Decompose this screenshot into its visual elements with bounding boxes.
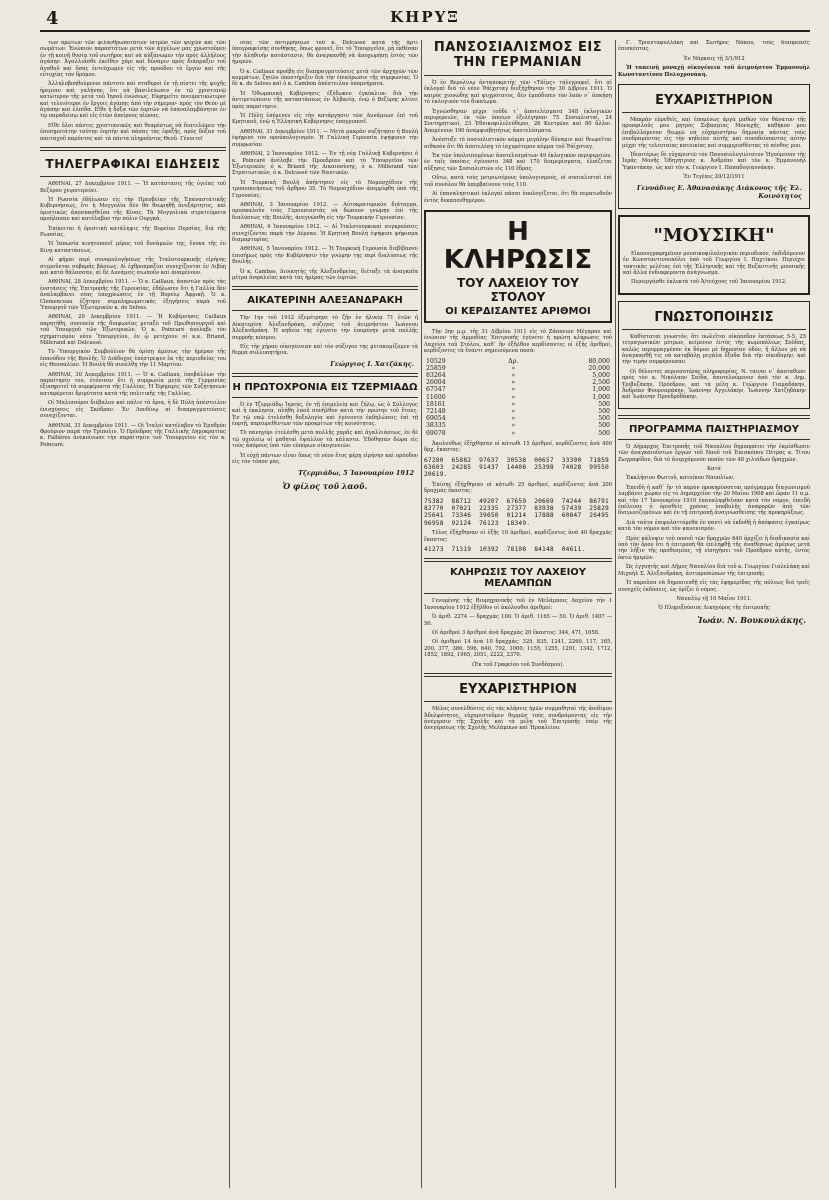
signature: Ἰωάν. Ν. Βουκουλάκης. xyxy=(697,614,806,625)
prize-amount: 80,000 xyxy=(588,357,610,365)
notice-box xyxy=(618,301,810,409)
section-rule xyxy=(424,701,612,702)
prize-currency: Δρ. xyxy=(508,357,519,365)
prize-currency: » xyxy=(511,422,516,430)
paragraph: Τέλος ἐξήχθησαν οἱ ἑξῆς 10 ἀριθμοί, κερδίζοντες ἀνὰ 40 δραχμὰς ἕκαστος: xyxy=(424,530,612,543)
prize-number: 83264 xyxy=(426,371,446,379)
prize-table xyxy=(424,358,612,437)
paragraph: ΑΘΗΝΑΙ, 31 Δεκεμβρίου 1911. — Οἱ Ἰταλοὶ κατέλαβον τὸ Ἐρυθρὸν Φρούριον παρὰ τὴν Τρίπολιν. Ὁ Πρόεδρος τῆς Γαλλικῆς Δημοκρατίας κ. Fallières ἀνεκοίνωσε τὴν παραίτησιν τοῦ Ὑπουργείου εἰς τὸν κ. Poincaré. xyxy=(40,422,226,448)
paragraph: Ὁ κ. Cambas, Διοικητὴς τῆς Ἀλεξανδρείας, διέταξε τὰ ἀναγκαῖα μέτρα ἀσφαλείας κατὰ τὰς ἡμέρας τῶν ἑορτῶν. xyxy=(232,268,418,281)
prize-amount: 5,000 xyxy=(592,371,610,379)
paragraph: Κατὰ xyxy=(707,466,721,472)
lottery-box xyxy=(424,210,612,323)
prize-amount: 500 xyxy=(598,415,610,423)
section-rule xyxy=(232,373,418,377)
paragraph: Ὁ Δήμαρχος Ἐπιτροπῆς τοῦ Ναυπλίου δημοπράτει τὴν ἐκμίσθωσιν τῶν ἀναγκαιοῦντων ἔργων τοῦ Ναοῦ τοῦ Ἐπισκόπου Πέτρας κ. Τίτου Ζωγραφίδου, διὰ τὸ ἀνερχόμενον ποσὸν τῶν 48 χιλιάδων δραχμῶν. xyxy=(618,443,810,463)
paragraph: ΑΘΗΝΑΙ, 29 Δεκεμβρίου 1911. — Ἡ Κυβέρνησις Caillaux παρητήθη, συνεπείᾳ τῆς διαφωνίας μεταξὺ τοῦ Πρωθυπουργοῦ καὶ τοῦ Ὑπουργοῦ τῶν Ἐξωτερικῶν. Ὁ κ. Poincaré ἀνέλαβε τὸν σχηματισμὸν νέου Ὑπουργείου, ἐν ᾧ μετέχουν οἱ κ.κ. Briand, Millerand καὶ Delcassé. xyxy=(40,314,226,347)
paragraph: Ἡ ταπεινὴ μοναχὴ οἰκογένεια τοῦ ἀειμνήστου Ἐμμανουὴλ Κωνσταντίνου Πολυχρονάκη. xyxy=(618,65,810,78)
section-rule xyxy=(232,286,418,290)
advert-heading: "ΜΟΥΣΙΚΗ" xyxy=(653,224,775,246)
paragraph: Περιεργάσθε ἐκλεκτὰ τοῦ Ἀ/τεύχους τοῦ Ἰανουαρίου 1912. xyxy=(631,279,787,286)
prize-row xyxy=(424,415,612,422)
section-rule xyxy=(618,415,810,419)
prize-row xyxy=(424,408,612,415)
prize-currency: » xyxy=(511,364,516,372)
article-heading: ΚΛΗΡΩΣΙΣ ΤΟΥ ΛΑΧΕΙΟΥ ΜΕΛΑΜΠΩΝ xyxy=(449,567,587,590)
section-rule xyxy=(40,176,226,177)
prize-amount: 500 xyxy=(598,422,610,430)
section-rule xyxy=(622,329,806,330)
column-divider xyxy=(421,40,422,1188)
paragraph: Ἡ Ὀθωμανικὴ Κυβέρνησις ἐξέδωκεν ἐγκύκλιον διὰ τὴν ἀντιμετώπισιν τῆς καταστάσεως ἐν Ἀλβανίᾳ, ἐνῷ ὁ Βεζύρης κλίνει πρὸς παραίτησιν. xyxy=(232,90,418,110)
paragraph: Μακρὰν εὑρεθεῖς, καὶ ἐπομένως ἀργὰ μαθὼν τὸν θάνατον τῆς προσφιλοῦς μου μητρὸς Σεβασμίας Μοναχῆς, καθήκον μου ἐπιβαλλόμενον θεωρῶ νὰ εὐχαριστήσω δημοσίᾳ πάντας τοὺς συνδραμόντας εἰς τὴν κηδείαν αὐτῆς καὶ συνοδεύσαντας αὐτὴν μέχρι τῆς τελευταίας κατοικίας καὶ συμμερισθέντας τὸ πένθος μου. xyxy=(622,117,806,149)
column-1 xyxy=(40,40,226,1188)
paragraph: Ἡ Ἰαπωνία κινητοποιεῖ μέρος τοῦ δυνάμεών της, ἕνεκα τῆς ἐν Κίνᾳ καταστάσεως. xyxy=(40,241,226,254)
paragraph: Ἐπίκειται ἡ ὁριστικὴ κατάληψις τῆς Βορείου Περσίας, διὰ τῆς Ρωσσίας. xyxy=(40,225,226,238)
lottery-subheading: ΤΟΥ ΛΑΧΕΙΟΥ ΤΟΥ ΣΤΟΛΟΥ xyxy=(457,275,579,304)
signature: Γεννάδιος Ε. Ἀθανασάκης Διάκονος τῆς Ἐλ. Κοινότητος xyxy=(636,183,802,200)
section-rule xyxy=(424,558,612,562)
paragraph: Οἱ Μαλισσόροι διέβαλον καὶ πάλιν τὰ ὅρια, ἡ δὲ Πύλη ἀπέστειλεν ἐνισχύσεις εἰς Σκόδραν. Ἐν Λονδίνῳ αἱ διαπραγματεύσεις συνεχίζονται. xyxy=(40,400,226,420)
prize-number: 38335 xyxy=(426,422,446,430)
prize-amount: 500 xyxy=(598,400,610,408)
paragraph: ΑΘΗΝΑΙ, 31 Δεκεμβρίου 1911. — Μετὰ μακρὰν συζήτησιν ἡ Βουλὴ ἐψήφισε τὸν προϋπολογισμόν. Ἡ Γαλλικὴ Γερουσία ἐψήφισεν τὴν συμφωνίαν. xyxy=(232,128,418,148)
article-heading: ΕΥΧΑΡΙΣΤΗΡΙΟΝ xyxy=(459,682,577,698)
prize-row xyxy=(424,422,612,429)
column-divider xyxy=(615,40,616,1188)
prize-number: 69078 xyxy=(426,429,446,437)
paragraph: Εἴθε ὅλοι πάντες χριστιανικῶς καὶ θεαρέστως νὰ διατελῶμεν τὴν ἐπισημοτάτην ταύτην ἑορτὴν καὶ πάσας τὰς ἐφεξῆς, πρὸς δόξαν τοῦ πανταχοῦ παρόντος καὶ τὰ πάντα πληροῦντος Θεοῦ. Γένοιτο! xyxy=(40,122,226,142)
prize-row xyxy=(424,358,612,365)
prize-number: 72148 xyxy=(426,407,446,415)
paragraph: Ἐπειδὴ ἡ καθ᾽ ἣν τὸ παρὸν προκηρύσσεται πρόγραμμα διαγωνισμοῦ λαμβάνει χώραν εἰς τὸ Δημαρχεῖον τὴν 20 Μαΐου 1908 καὶ ὥραν 11 π.μ. καὶ τὴν 17 Ἰανουαρίου 1910 ἐπαναληφθεῖσαν κατὰ τὸν νόμον, ἐπειδὴ ἐπέλευσε ὁ ὁρισθεὶς χρόνος ὑποβολῆς ἀναφορῶν ἀπὸ τῶν διαγωνιζομένων καὶ ἐν τῇ ἐπιτροπῇ ἀναγνωσθείσης τῆς προκηρύξεως. xyxy=(618,484,810,517)
prize-row xyxy=(424,372,612,379)
paragraph: Καθίσταται γνωστόν, ὅτι πωλεῖται οἰκόπεδον ἐκτάσεως 5-5, 25 τετραγωνικῶν μέτρων, κείμενον ἐντὸς τῆς κωμοπόλεως Σοῦδας, καλῶς περιφραγμένον ἐκ δόμου μὲ δημοσίαν ὁδόν, ἢ ἄλλου μὴ νὰ ἀναγκασθῇ τὶς νὰ καταβάλῃ μεγάλα ἔξοδα διὰ τὴν οἰκοδομήν, καὶ τὴν τιμὴν συμφέρουσαν. xyxy=(622,333,806,366)
paragraph: Γενομένης τῆς Βιομηχανικῆς τοῦ ἐν Μελάμποις Λαχείου τὴν 1 Ἰανουαρίου 1912 ἐξῆλθον οἱ ἀκόλουθοι ἀριθμοί: xyxy=(424,598,612,611)
paragraph: Ἡ παροῦσα νὰ δημοσιευθῇ εἰς τὰς ἐφημερίδας τῆς πόλεως διὰ τρεῖς συνεχεῖς ἐκδόσεις, ὡς ὁρίζει ὁ νόμος. xyxy=(618,580,810,593)
prize-currency: » xyxy=(511,386,516,394)
column-2 xyxy=(232,40,418,1188)
article-heading: ΠΡΟΓΡΑΜΜΑ ΠΑΙΣΤΗΡΙΑΣΜΟΥ xyxy=(629,423,799,435)
paragraph: Ἰδιαιτέρως δὲ εὐχαριστῶ τὸν Πανοσιολογιώτατον Ἡγούμενον τῆς Ἱερᾶς Μονῆς Ὁδηγήτριας κ. Ἀνδρέαν καὶ τὸν κ. Ἐμμανουὴλ Ὑφαντάκην, ὡς καὶ τὸν κ. Γεώργιον Ι. Παπαδογιαννάκην. xyxy=(622,152,806,171)
paragraph: Τὴν 1ην τοῦ 1912 ἐξεμέτρησε τὸ ζῆν ἐν ἡλικίᾳ 71 ἐτῶν ἡ Αἰκατερίνη Ἀλεξανδράκη, σύζυγος τοῦ ἀειμνήστου Ἰωάννου Ἀλεξανδράκη. Ἡ κηδεία της ἐγένετο τὴν ἐπομένην μετὰ πολλῆς συρροῆς κόσμου. xyxy=(232,315,418,341)
paragraph: ΑΘΗΝΑΙ, 30 Δεκεμβρίου 1911. — Ὁ κ. Caillaux, ὑποβάλλων τὴν παραίτησίν του, ἐτόνισεν ὅτι ἡ συμφωνία μετὰ τῆς Γερμανίας ἐξυπηρετεῖ τὰ συμφέροντα τῆς Γαλλίας. Ἡ Ἐφημερὶς τῶν Συζητήσεων καταφέρεται δριμύτατα κατὰ τῆς πολιτικῆς τῆς Γαλλίας. xyxy=(40,371,226,397)
section-rule xyxy=(622,112,806,113)
prize-row xyxy=(424,430,612,437)
prize-row xyxy=(424,401,612,408)
lottery-subheading: ΟΙ ΚΕΡΔΙΣΑΝΤΕΣ ΑΡΙΘΜΟΙ xyxy=(445,305,591,317)
prize-row xyxy=(424,386,612,393)
paragraph: Ὁ ἐν Βερολίνῳ ἀνταποκριτὴς τῶν «Τάϊμς» τηλεγραφεῖ, ὅτι αἱ ἐκλογαὶ διὰ τὸ νέον Ῥάϊχσταγ διεξήχθησαν τὴν 30 Δ/βρίου 1911. Ὁ καιρὸς χιονώδης καὶ ψυχρότατος, δὲν ἐμπόδισεν τὸν λαὸν ν᾽ ἀσκήσῃ τὸ ἐκλογικόν του δικαίωμα. xyxy=(424,80,612,106)
article-heading: ΠΑΝΣΟΣΙΑΛΙΣΜΟΣ ΕΙΣ ΤΗΝ ΓΕΡΜΑΝΙΑΝ xyxy=(433,40,603,70)
paragraph: (Ἐκ τοῦ Γραφείου τοῦ Συνδέσμου). xyxy=(471,661,564,668)
paragraph: Ἡ Ρωσσία ἐδήλωσεν εἰς τὴν Πρεσβείαν τῆς Ἐπαναστατικῆς Κυβερνήσεως, ὅτι ἡ Μογγολία δὲν θὰ θεωρηθῇ ἀνεξάρτητος, καὶ ὁριστικῶς ἀποσπασθεῖσα τῆς Κίνας. Τὰ Μογγολικὰ στρατεύματα προήλασαν καὶ κατέλαβον τὴν πόλιν Ουργκά. xyxy=(40,196,226,223)
prize-amount: 1,000 xyxy=(592,393,610,401)
column-4 xyxy=(618,40,810,1188)
paragraph: Τὴν 3ην μ.μ. τῆς 31 Δ/βρίου 1911 εἰς τὸ Ζάππειον Μέγαρον καὶ ἐνώπιον τῆς ἁρμοδίας Ἐπιτροπῆς ἐγένετο ἡ πρώτη κλήρωσις τοῦ Λαχείου τοῦ Στόλου, καθ᾽ ἣν ἐξῆλθον κερδίσαντες οἱ ἑξῆς ἀριθμοί, κερδίζοντες τὰ ἔναντι σημειούμενα ποσά: xyxy=(424,328,612,355)
paragraph: ΑΘΗΝΑΙ, 28 Δεκεμβρίου 1911. — Ὁ κ. Caillaux, ἀπαντῶν πρὸς τὰς ἐνστάσεις τῆς Ἐπιτροπῆς τῆς Γερουσίας, ἐδήλωσεν ὅτι ἡ Γαλλία δὲν ἀναλαμβάνει νέας ὑποχρεώσεις ἐν τῇ Βορείῳ Ἀφρικῇ. Ὁ κ. Clemenceau ἐζήτησε συμπληρωματικὰς ἐξηγήσεις παρὰ τοῦ Ὑπουργοῦ τῶν Ἐξωτερικῶν κ. de Selves. xyxy=(40,279,226,311)
paragraph: Εἰκονογραφημένον μουσικοφιλολογικὸν περιοδικόν, ἐκδιδόμενον ἐν Κωνσταντινουπόλει ὑπὸ τοῦ Γεωργίου Ι. Παχτίκου. Περιέχει τακτικὰς μελέτας ἐπὶ τῆς Ἑλληνικῆς καὶ τῆς Βυζαντινῆς μουσικῆς καὶ ἄλλα ἐνδιαφέροντα ἀνάγνωσμα. xyxy=(623,250,805,276)
prize-currency: » xyxy=(511,393,516,401)
section-rule xyxy=(424,673,612,677)
prize-currency: » xyxy=(511,429,516,437)
paragraph: ΑΘΗΝΑΙ, 27 Δεκεμβρίου 1911. — Ἡ κατάστασις τῆς ὑγείας τοῦ Βεζύρου χειροτερεύει. xyxy=(40,181,226,194)
notice-heading: ΓΝΩΣΤΟΠΟΙΗΣΙΣ xyxy=(654,309,774,325)
section-rule xyxy=(424,75,612,76)
paragraph: Τὸ Ὑπουργικὸν Συμβούλιον θὰ ὁρίσῃ ἀμέσως τὴν ἡμέραν τῆς ἐπανόδου τῆς Βουλῆς. Ὁ Διάδοχος ἐπέστρεψεν ἐκ τῆς περιοδείας του εἰς Θεσσαλίαν. Ἡ Βουλὴ θὰ συνέλθῃ τὴν 11 Μαρτίου. xyxy=(40,349,226,369)
paragraph: Ὁ ἀριθ. 2274 — δραχμὰς 100. Ὁ ἀριθ. 1165 — 50. Ὁ ἀριθ. 1407 — 50. xyxy=(424,614,612,627)
paragraph: Ὁ κ. Caillaux προέβη εἰς διαπραγματεύσεις μετὰ τῶν ἀρχηγῶν τῶν κομμάτων, ζητῶν ὑποστήριξιν διὰ τὴν ἐπικύρωσιν τῆς συμφωνίας. Ὁ δὲ κ. de Selves καὶ ὁ κ. Cambon ἀπέστειλαν ὑπομνήματα. xyxy=(232,68,418,88)
paragraph: Οἱ ἀριθμοὶ 3 ἀριθμοὶ ἀνὰ δραχμὰς 20 ἕκαστος: 344, 471, 1058. xyxy=(432,630,600,637)
paragraph: ΑΘΗΝΑΙ, 3 Ἰανουαρίου 1912. — Αὐτοκρατορικὸν διάταγμα, προσκαλοῦν τοὺς Γερουσιαστὰς νὰ δώσουν γνώμην ἐπὶ τῆς διαλύσεως τῆς Βουλῆς, ἀνεγνώσθη εἰς τὴν Τουρκικὴν Γερουσίαν. xyxy=(232,201,418,221)
prize-number: 10529 xyxy=(426,357,446,365)
page-header xyxy=(40,8,810,32)
number-group: 41273 71319 10392 78108 84148 04611. xyxy=(424,546,586,554)
prize-number: 18161 xyxy=(426,400,446,408)
paragraph: ΑΘΗΝΑΙ, 2 Ἰανουαρίου 1912. — Ἐν τῇ νέᾳ Γαλλικῇ Κυβερνήσει ὁ κ. Poincaré ἀνέλαβε τὴν Προεδρίαν καὶ τὸ Ὑπουργεῖον τῶν Ἐξωτερικῶν, ὁ κ. Briand τῆς Δικαιοσύνης, ὁ κ. Millerand τῶν Στρατιωτικῶν, ὁ κ. Delcassé τῶν Ναυτικῶν. xyxy=(232,151,418,177)
signature: Γεώργιος Ι. Χατζάκης. xyxy=(330,359,414,368)
paragraph: Αἱ ἐπαναληπτικαὶ ἐκλογαὶ πᾶσαι ὑπολογίζεται, ὅτι θὰ περατωθοῦν ἐντὸς δεκαπενθημέρου. xyxy=(424,191,612,204)
prize-row xyxy=(424,365,612,372)
prize-number: 26004 xyxy=(426,379,446,387)
prize-currency: » xyxy=(511,407,516,415)
paragraph: Οἱ ἀριθμοὶ 14 ἀνὰ 10 δραχμάς: 329, 835, 1241, 2260, 117, 165, 200, 377, 386, 596, 640, 792, 1000, 1155, 1255, 1291, 1342, 1712, 1852, 1892, 1965, 2051, 2222, 2370. xyxy=(424,639,612,659)
prize-currency: » xyxy=(511,379,516,387)
paragraph: Αἱ φήμαι περὶ συνομολογήσεως τῆς Ἰταλοτουρκικῆς εἰρήνης στεροῦνται σοβαρᾶς βάσεως. Αἱ ἐχθροπραξίαι συνεχίζονται ἐν Λιβύῃ καὶ κατὰ θάλασσαν, αἱ δὲ Δυνάμεις σιωποῦν καὶ ἀναμένουν. xyxy=(40,257,226,276)
number-group: 67280 65882 97637 30538 00657 33390 71859 63603 24285 91437 14408 25398 74028 99550 20619. xyxy=(424,456,609,479)
section-rule xyxy=(232,310,418,311)
article-heading: Η ΠΡΩΤΟΧΡΟΝΙΑ ΕΙΣ ΤΖΕΡΜΙΑΔΩ xyxy=(232,381,418,393)
page-number: 4 xyxy=(46,8,59,29)
paragraph: Ἡ εὐχὴ πάντων εἶναι ὅπως τὸ νέον ἔτος φέρῃ εἰρήνην καὶ πρόοδον εἰς τὸν τόπον μας. xyxy=(232,452,418,466)
section-rule xyxy=(232,397,418,398)
dateline: Ἐν Νάρκαις τῇ 3/1/912 xyxy=(683,55,745,62)
advert-box xyxy=(618,215,810,295)
paragraph: Διὰ ταῦτα ἐπιφυλαττόμεθα ἐν παντὶ νὰ ἐκδοθῇ ἡ ἀπόφασις ἐγκαίρως κατὰ τὸν νόμον καὶ τὸν κανονισμόν. xyxy=(618,519,810,533)
obituary-heading: ΑΙΚΑΤΕΡΙΝΗ ΑΛΕΞΑΝΔΡΑΚΗ xyxy=(247,295,403,307)
paragraph: Ἡ Τουρκικὴ Βουλὴ ἀπήντησεν εἰς τὸ Νομοσχέδιον τῆς τροποποιήσεως τοῦ ἄρθρου 35. Τὸ Νομοσχέδιον ἀπερρίφθη ὑπὸ τῆς Γερουσίας. xyxy=(232,179,418,199)
notice-box xyxy=(618,84,810,209)
section-rule xyxy=(40,147,226,151)
section-rule xyxy=(618,439,810,440)
column-3 xyxy=(424,40,612,1188)
paragraph: Ἐκ τῶν ὑπολειπομένων ἀποτελεσμάτων 49 ἐκλογικῶν περιφερειῶν, ἐν ταῖς ὁποίαις ἐγένοντο 348 καὶ 170 διαμερίσματα, ἐλπίζεται αὔξησις τῶν Σοσιαλιστῶν εἰς 110 ἕδρας. xyxy=(424,153,612,172)
prize-amount: 500 xyxy=(598,407,610,415)
paragraph: των πρώτων τῶν φιλανθρωποτάτων ἰατρῶν τῶν ψυχῶν καὶ τῶν σωμάτων. Ἐνώπιον παραστάτων μετὰ τῶν ἀγγέλων μας χρωστοῦμεν ἐν τῇ κοινῇ θυσίᾳ τοῦ σωτῆρος καὶ νὰ αὐξάνωμεν τὴν πρὸς ἀλλήλους ἀγάπην. Ἀγαλλιάσθε ἐκεῖθεν χάρι καὶ δύναμιν πρὸς διάπραξιν τοῦ ἀγαθοῦ καὶ ὅσας ἐντεύχωμεν εἰς τῆς προόδου τὸ ἔργον καὶ τῆς εὐτυχίας τὸν δρόμον. xyxy=(40,40,226,79)
masthead: ΚΗΡΥΞ xyxy=(390,8,460,26)
number-group: 75382 88712 49207 67659 20669 74244 86791 82770 07021 22335 27377 83938 57439 25829 25641 73346 39650 01214 17888 60847 26495 96958 92124 76123 18349. xyxy=(424,497,609,527)
paragraph: νέας τῶν ἀντιρρήσεων τοῦ κ. Delcassé κατὰ τῆς ἄρτι ὑπογραφείσης συνθήκης, ὅπως φρονεῖ, ὅτι τὸ Ὑπουργεῖον, μὴ ἐκθέσαν τὴν ἀληθινὴν κατάστασιν, θὰ ἀναγκασθῇ νὰ ἀποχωρήσῃ ἐντὸς τῶν ἡμερῶν. xyxy=(232,40,418,66)
prize-row xyxy=(424,379,612,386)
dateline: Τζερμιάδω, 5 Ἰανουαρίου 1912 xyxy=(298,468,414,477)
prize-number: 69054 xyxy=(426,415,446,423)
lottery-heading: Η ΚΛΗΡΩΣΙΣ xyxy=(443,216,593,275)
paragraph: ΑΘΗΝΑΙ, 4 Ἰανουαρίου 1912. — Αἱ Ἰταλοτουρκικαὶ συγκρούσεις συνεχίζονται παρὰ τὴν Δέρναν. Ἡ Κρητικὴ Βουλὴ ἐψήφισε ψήφισμα διαμαρτυρίας. xyxy=(232,224,418,243)
prize-row xyxy=(424,394,612,401)
paragraph: Ἐκκλήσιον Φωτιοῦ, κατοίκου Ναυπλίων. xyxy=(626,475,735,482)
signature: Ὁ φίλος τοῦ λαοῦ. xyxy=(282,480,368,491)
paragraph: Ἀνέπτυξε τὸ σοσιαλιστικὸν κόμμα μεγάλην δύναμιν καὶ θεωρεῖται πιθανὸν ὅτι θὰ ἀποτελέσῃ τὸ ἰσχυρότερον κόμμα τοῦ Ῥάϊχσταγ. xyxy=(424,137,612,150)
paragraph: Ἐγνώσθησαν μέχρι τοῦδε τ᾽ ἀποτελέσματα 348 ἐκλογικῶν περιφερειῶν, ἐκ τῶν ὁποίων ἐξελέγησαν 75 Σοσιαλισταί, 24 Συντηρητικοί, 23 Ἐθνικοφιλελεύθεροι, 26 Κεντρῶοι καὶ 80 ἄλλοι. Ἀπομένουν 190 ἀναμφισβητήτως ἀποτελέσματα. xyxy=(424,108,612,134)
paragraph: Οἱ θέλοντες περισσοτέρας πληροφορίας, Ν. ταιναι ν᾽ ἀποταθῶσι πρὸς τὸν κ. Νικόλαον Σαΐδα, ἀποτελούμενον ἀπὸ τὸν κ. Δημ. Τριβυζάκην, Πρόεδρον, καὶ τὰ μέλη κ. Γεώργιον Γιαμαδάκην, Ἀνδρέαν Φουρναράκην, Ἰωάννην Ἀγγελάκην, Ἰωάννην Χατζηδάκην καὶ Ἰωάννην Προεδρόδάκην. xyxy=(622,368,806,401)
notice-heading: ΕΥΧΑΡΙΣΤΗΡΙΟΝ xyxy=(655,93,773,109)
paragraph: Γ. Τριανταφυλλάκη καὶ Σωτῆρος Νάκου, τοὺς διαπρεπεῖς ἐπισκέπτας. xyxy=(618,40,810,53)
prize-amount: 2,500 xyxy=(592,379,610,387)
column-divider xyxy=(229,40,230,1188)
dateline: Ναυπλίῳ τῇ 10 Μαΐου 1911. xyxy=(676,595,752,602)
prize-currency: » xyxy=(511,400,516,408)
paragraph: Ἀλληλοβοηθούμενοι πάντοτε καὶ σταθεροὶ ἐν τῇ πίστει τῆς ψυχῆς ἠρεμίαν καὶ γαλήνην, ὅτι νὰ βασιλεύωσιν ἐν τῷ χριστιανῷ κατώτερον τῆς μετὰ τοῦ Ἰησοῦ ἑνώσεως. Εὐφημεῖτε πνευματικώτεροι καὶ τελειότεροι ἐν ἔργοις ἀγάπης ἀπὸ τὴν σήμερον· πρὸς τὸν Θεὸν μὲ ἀγάπην καὶ ἐλπίδα. Εἴθε ἡ δόξα τῶν ἑορτῶν νὰ ἐπαναλαμβάνηται ἐν τῷ παραδείσῳ καὶ εἰς ἐτῶν ἀπείρους αἰῶνας. xyxy=(40,81,226,120)
prize-currency: » xyxy=(511,371,516,379)
prize-currency: » xyxy=(511,415,516,423)
paragraph: Ἐπίσης ἐξήχθησαν οἱ κάτωθι 25 ἀριθμοί, κερδίζοντες ἀνὰ 200 δραχμὰς ἕκαστος: xyxy=(424,481,612,495)
paragraph: Οὕτω, κατὰ τοὺς μετριωτέρους ὑπολογισμούς, οἱ σοσιαλισταὶ ἐπὶ τοῦ συνόλου θὰ ὑπερβαίνουν τοὺς 110. xyxy=(424,175,612,188)
prize-amount: 500 xyxy=(598,429,610,437)
paragraph: Ὁ Πληρεξούσιος Δικηγόρος τῆς ἐπιτροπῆς xyxy=(658,605,770,612)
paragraph: Μέλος συνελθόντες εἰς τὰς κλήσεις ἡμῶν συμμαθηταὶ τῆς ἀοιδίμου Ἀδελφότητος, εὐχαριστοῦμεν θερμῶς τοὺς συνδράμοντας εἰς τὴν ἀνέγερσιν τῆς Σχολῆς καὶ τὰ μέλη τοῦ Ἐπιτροπῆς ὑπὲρ τῆς ἀνεγέρσεως τῆς Σχολῆς Μελάμπων καὶ Ἠρακλείου. xyxy=(424,706,612,732)
dateline: Ἐν Τεγέαις 20/12/1911 xyxy=(683,174,745,181)
paragraph: Εἰς τὴν χήραν οἰκογένειαν καὶ τὸν σύζυγον της μετακομίζομεν τὰ θερμὰ συλλυπητήρια. xyxy=(232,344,418,357)
prize-number: 11600 xyxy=(426,393,446,401)
prize-number: 67547 xyxy=(426,386,446,394)
paragraph: Τὸ πανηγύρι ἐτελέσθη μετὰ πολλῆς χαρᾶς καὶ ἀγαλλιάσεως, ἐν δὲ τῷ σχολείῳ οἱ μαθηταὶ ἔψαλλον τὰ κάλαντα. Ἐδόθησαν δῶρα εἰς τοὺς ἀπόρους ὑπὸ τῶν εὐπόρων οἰκογενειῶν. xyxy=(232,430,418,450)
paragraph: Ἀκολούθως ἐξήχθησαν οἱ κάτωθι 15 ἀριθμοί, κερδίζοντες ἀνὰ 400 δρχ. ἕκαστος: xyxy=(424,440,612,454)
prize-number: 25859 xyxy=(426,364,446,372)
prize-amount: 20,000 xyxy=(588,364,610,372)
paragraph: Πρὸς κάλυψιν τοῦ ποσοῦ τῶν δραχμῶν 640 ἀρχίζει ἡ διαδικασία καὶ ὑπὸ τὸν ὅρον ὅτι ἡ ἐπιτροπὴ θὰ ἐπιληφθῇ τῆς ἀναθέσεως ἀμέσως μετὰ τὴν λῆξιν τῆς προθεσμίας, τῇ εἰσηγήσει τοῦ Προέδρου αὐτῆς, ἐντὸς ὀκτὼ ἡμερῶν. xyxy=(618,535,810,561)
paragraph: Ἡ Πύλη ἐπέμενεν εἰς τὴν κατάργησιν τῶν Δυνάμεων ἐπὶ τοῦ Κρητικοῦ, ἐνῷ ἡ Ἑλληνικὴ Κυβέρνησις ἐπαγρυπνεῖ. xyxy=(232,113,418,126)
paragraph: Ὡς ἐγγυητὴς καὶ Δῆμος Ναυπλίου διὰ τοῦ κ. Γεωργίου Γιαλελάκη καὶ Μιχαὴλ Σ. Ἀλεξανδράκη, ἀντιπροσώπων τῆς ἐπιτροπῆς. xyxy=(618,564,810,577)
paragraph: ΑΘΗΝΑΙ, 5 Ἰανουαρίου 1912. — Ἡ Τουρκικὴ Γερουσία διεβίβασεν ἐπισήμως πρὸς τὴν Κυβέρνησιν τὴν γνώμην της περὶ διαλύσεως τῆς Βουλῆς. xyxy=(232,246,418,266)
section-heading: ΤΗΛΕΓΡΑΦΙΚΑΙ ΕΙΔΗΣΕΙΣ xyxy=(45,157,221,172)
prize-amount: 1,000 xyxy=(592,386,610,394)
paragraph: Ὁ ἐν Τζερμιάδῳ Ἰερεὺς, ἐν τῇ ἐπιμελείᾳ καὶ ζήλῳ, ὡς ὁ Σύλλογος καὶ ἡ ἐκκλησία, πλήθη λαοῦ συνῆλθον κατὰ τὴν πρώτην τοῦ ἔτους. Ἐν τῷ ναῷ ἐτελέσθη δοξολογία καὶ ἐγένοντο ἐκδηλώσεις ἐπὶ τῇ ἑορτῇ, παρευρεθέντων τῶν προκρίτων τῆς κοινότητος. xyxy=(232,401,418,428)
section-rule xyxy=(424,593,612,594)
